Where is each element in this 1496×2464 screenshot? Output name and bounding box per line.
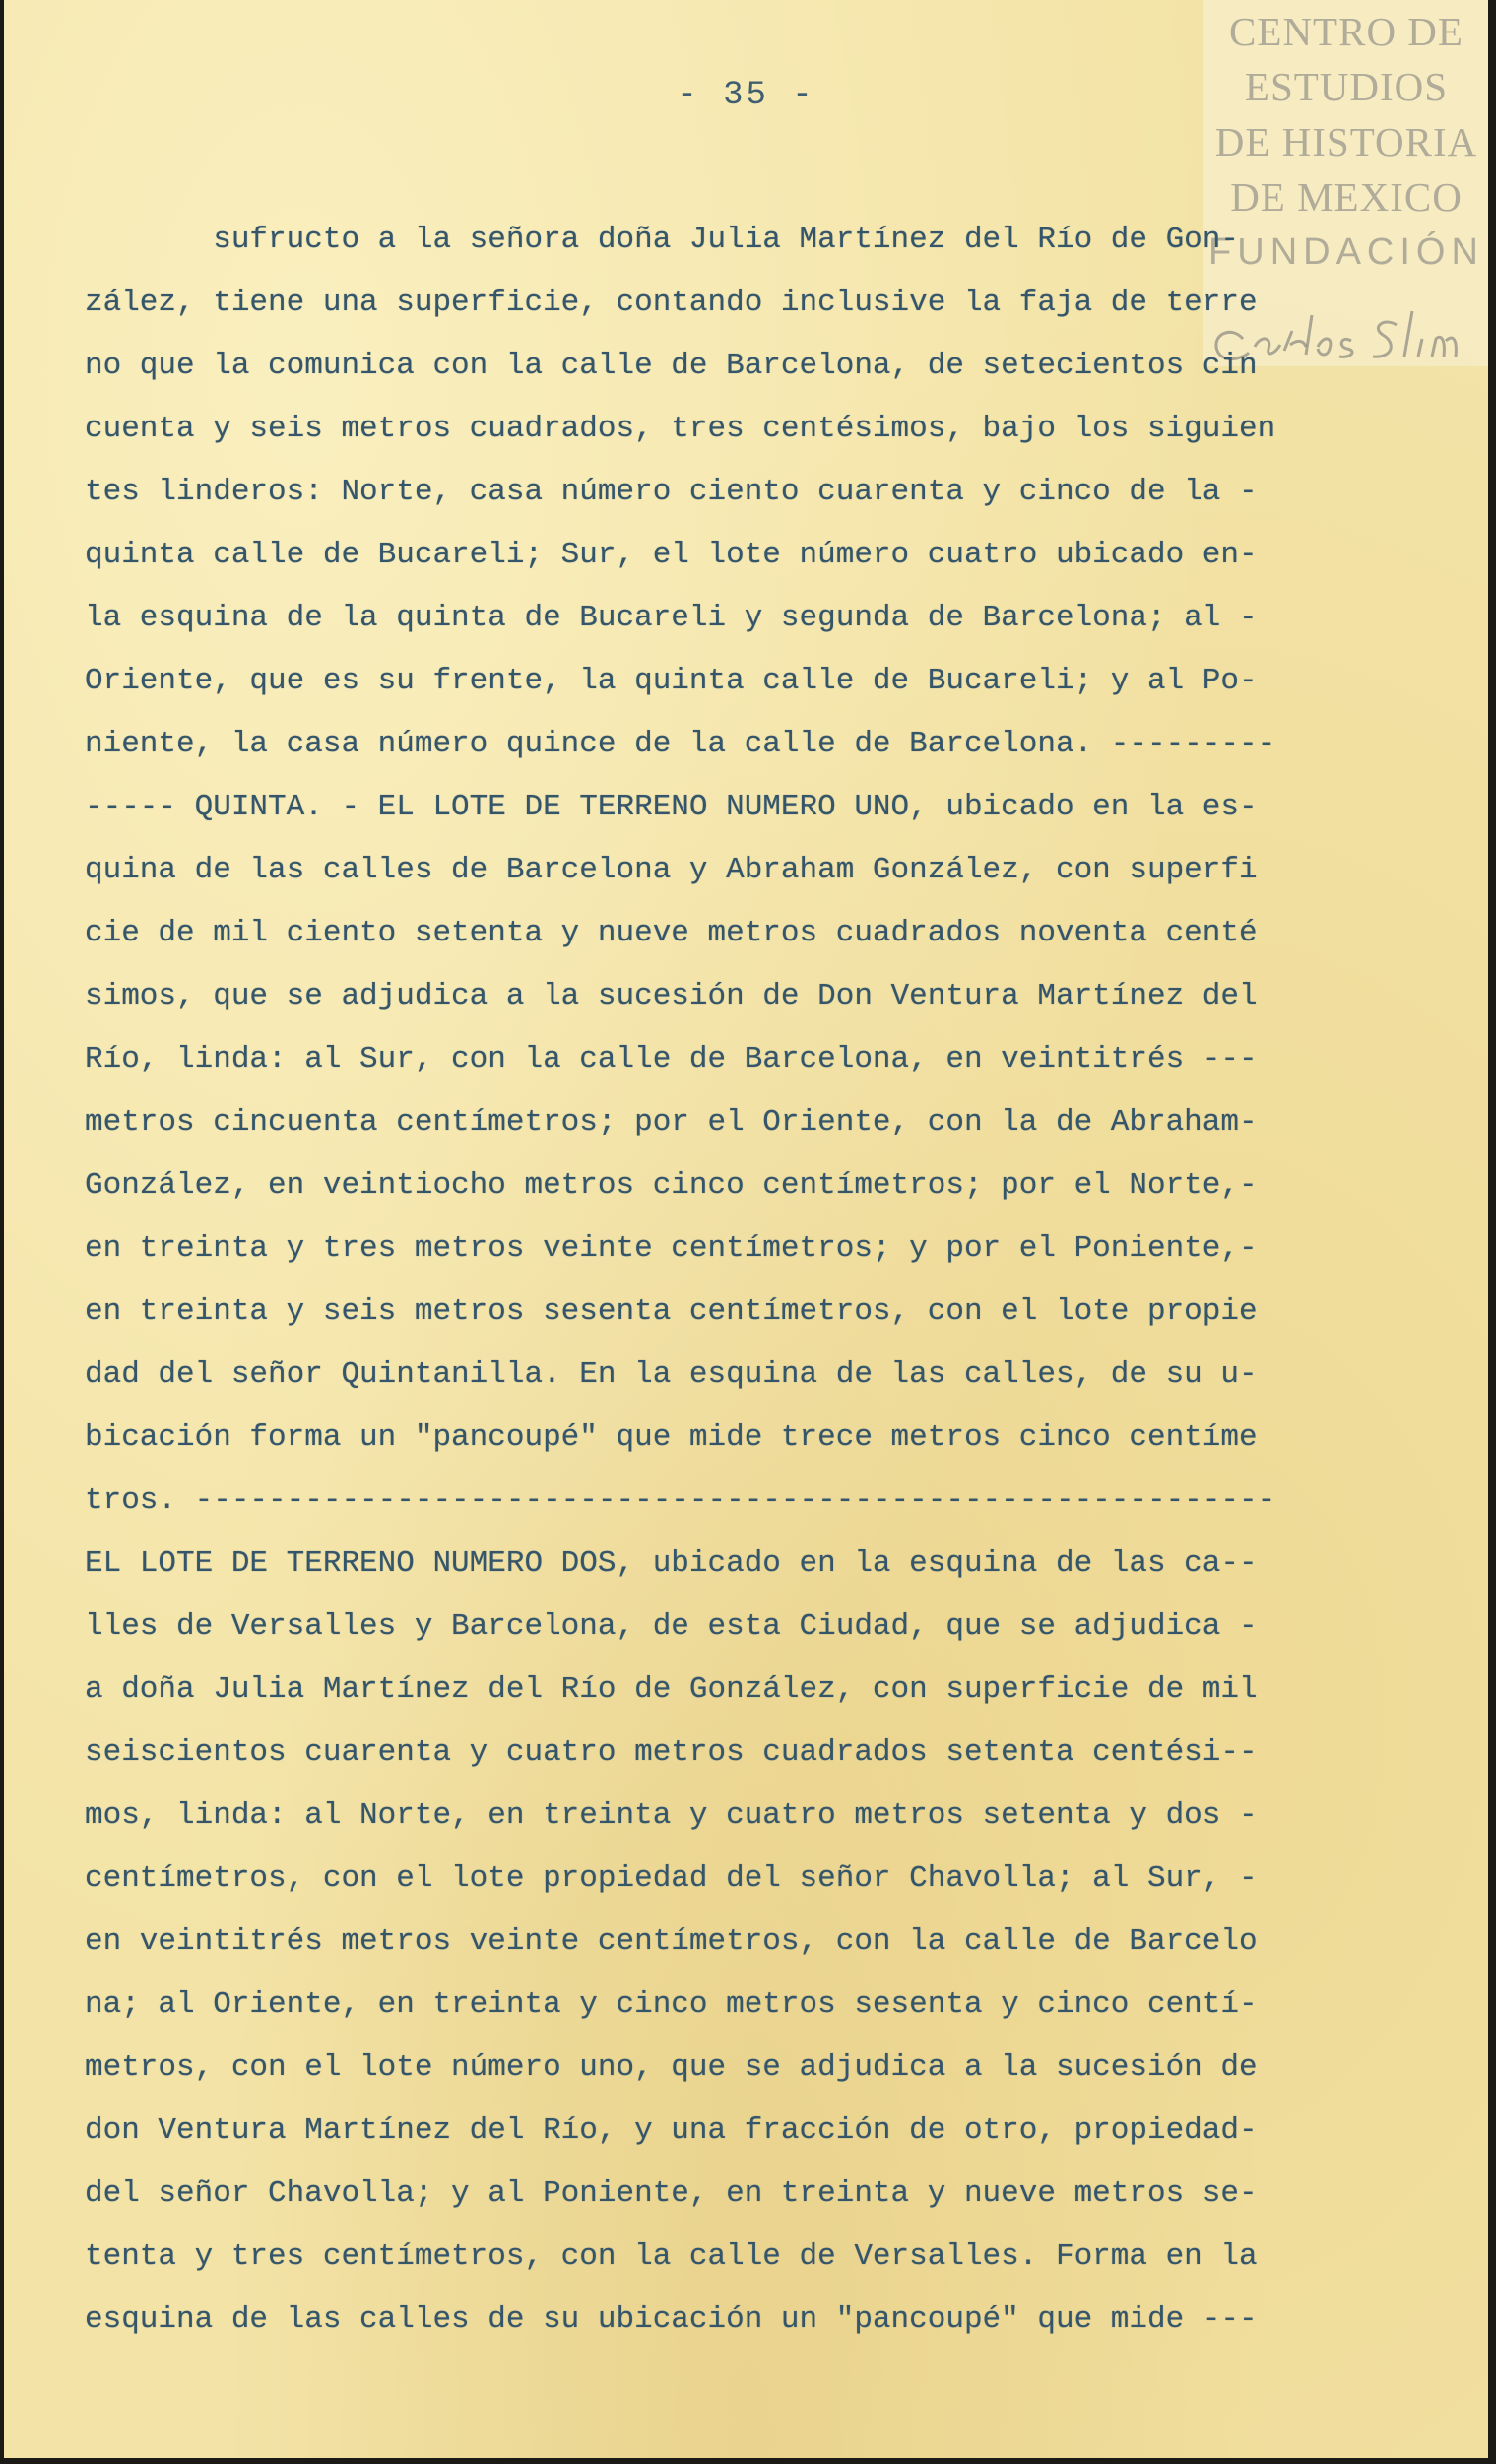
text-line: quina de las calles de Barcelona y Abraham González, con superfi <box>85 853 1258 887</box>
text-line: ----- QUINTA. - EL LOTE DE TERRENO NUMERO UNO, ubicado en la es- <box>85 790 1258 824</box>
watermark-line: DE MEXICO <box>1230 174 1463 220</box>
text-line: niente, la casa número quince de la calle de Barcelona. --------- <box>85 727 1276 761</box>
text-line: en veintitrés metros veinte centímetros, con la calle de Barcelo <box>85 1924 1258 1959</box>
text-line: dad del señor Quintanilla. En la esquina de las calles, de su u- <box>85 1357 1258 1392</box>
text-line: cie de mil ciento setenta y nueve metros cuadrados noventa centé <box>85 916 1258 950</box>
text-line: tenta y tres centímetros, con la calle de Versalles. Forma en la <box>85 2239 1258 2274</box>
text-line: EL LOTE DE TERRENO NUMERO DOS, ubicado en la esquina de las ca-- <box>85 1546 1258 1581</box>
text-line: esquina de las calles de su ubicación un "pancoupé" que mide --- <box>85 2302 1258 2337</box>
watermark-line: DE HISTORIA <box>1214 119 1478 164</box>
text-line: Oriente, que es su frente, la quinta calle de Bucareli; y al Po- <box>85 664 1258 698</box>
text-line: del señor Chavolla; y al Poniente, en treinta y nueve metros se- <box>85 2176 1258 2211</box>
text-line: en treinta y seis metros sesenta centímetros, con el lote propie <box>85 1294 1258 1329</box>
document-page <box>4 0 1488 2458</box>
text-line: sufructo a la señora doña Julia Martínez del Río de Gon- <box>85 223 1239 257</box>
text-line: bicación forma un "pancoupé" que mide trece metros cinco centíme <box>85 1420 1258 1455</box>
watermark-line: ESTUDIOS <box>1244 64 1449 109</box>
text-line: la esquina de la quinta de Bucareli y segunda de Barcelona; al - <box>85 601 1258 635</box>
text-line: centímetros, con el lote propiedad del señor Chavolla; al Sur, - <box>85 1861 1258 1896</box>
text-line: quinta calle de Bucareli; Sur, el lote número cuatro ubicado en- <box>85 538 1258 572</box>
watermark-fundacion: FUNDACIÓN <box>1208 231 1484 273</box>
text-line: en treinta y tres metros veinte centímetros; y por el Poniente,- <box>85 1231 1258 1265</box>
text-line: cuenta y seis metros cuadrados, tres centésimos, bajo los siguien <box>85 412 1276 446</box>
text-line: seiscientos cuarenta y cuatro metros cuadrados setenta centési-- <box>85 1735 1258 1770</box>
watermark-line: CENTRO DE <box>1229 9 1463 54</box>
text-line: lles de Versalles y Barcelona, de esta Ciudad, que se adjudica - <box>85 1609 1258 1644</box>
text-line: González, en veintiocho metros cinco centímetros; por el Norte,- <box>85 1168 1258 1202</box>
text-line: na; al Oriente, en treinta y cinco metros sesenta y cinco centí- <box>85 1987 1258 2022</box>
text-line: no que la comunica con la calle de Barcelona, de setecientos cin <box>85 349 1258 383</box>
text-line: tes linderos: Norte, casa número ciento cuarenta y cinco de la - <box>85 475 1258 509</box>
text-line: Río, linda: al Sur, con la calle de Barcelona, en veintitrés --- <box>85 1042 1258 1076</box>
text-line: metros cincuenta centímetros; por el Oriente, con la de Abraham- <box>85 1105 1258 1139</box>
typed-text-body <box>85 209 1316 2352</box>
text-line: a doña Julia Martínez del Río de González, con superficie de mil <box>85 1672 1258 1707</box>
text-line: tros. ----------------------------------------------------------- <box>85 1483 1276 1518</box>
text-line: zález, tiene una superficie, contando inclusive la faja de terre <box>85 286 1258 320</box>
text-line: metros, con el lote número uno, que se adjudica a la sucesión de <box>85 2050 1258 2085</box>
text-line: mos, linda: al Norte, en treinta y cuatro metros setenta y dos - <box>85 1798 1258 1833</box>
page-number: - 35 - <box>677 77 815 114</box>
text-line: don Ventura Martínez del Río, y una fracción de otro, propiedad- <box>85 2113 1258 2148</box>
text-line: simos, que se adjudica a la sucesión de Don Ventura Martínez del <box>85 979 1258 1013</box>
